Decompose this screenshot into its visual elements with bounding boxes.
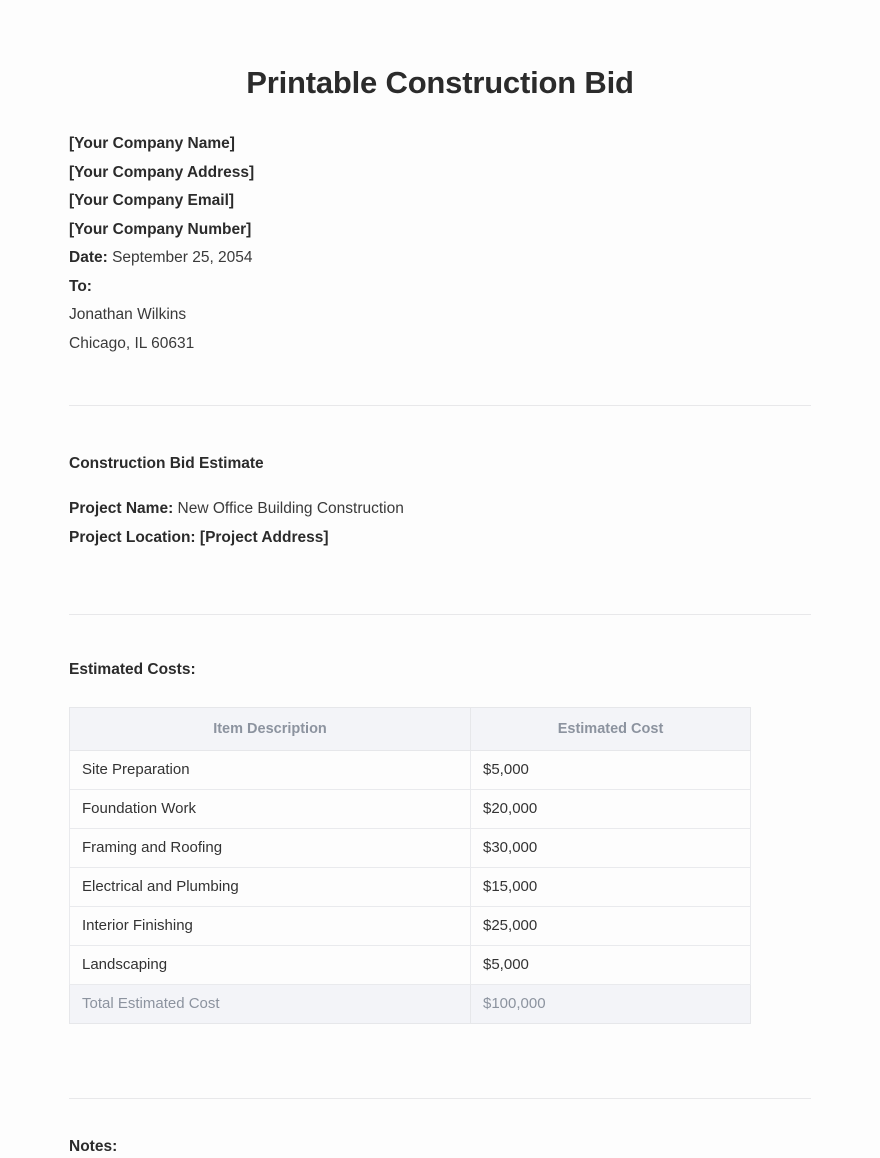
cell-estimated-cost: $30,000: [471, 829, 751, 868]
sender-company-name: [Your Company Name]: [69, 135, 235, 152]
column-header-item-description: Item Description: [70, 708, 471, 751]
section-divider-bottom: [69, 1098, 811, 1099]
cell-estimated-cost: $5,000: [471, 946, 751, 985]
estimate-section-heading: Construction Bid Estimate: [69, 455, 264, 472]
sender-company-email: [Your Company Email]: [69, 192, 235, 209]
date-line: [69, 244, 811, 273]
table-row: [70, 907, 751, 946]
cell-estimated-cost: $20,000: [471, 790, 751, 829]
cell-item-description: Electrical and Plumbing: [70, 868, 471, 907]
cell-item-description: Framing and Roofing: [70, 829, 471, 868]
cell-total-cost: $100,000: [471, 985, 751, 1024]
recipient-city-state-zip: Chicago, IL 60631: [69, 334, 195, 352]
project-name-line: [69, 494, 811, 523]
table-row: [70, 946, 751, 985]
costs-section-heading: Estimated Costs:: [69, 661, 196, 678]
recipient-to-label: To:: [69, 277, 92, 295]
cell-item-description: Interior Finishing: [70, 907, 471, 946]
cell-estimated-cost: $25,000: [471, 907, 751, 946]
cell-item-description: Landscaping: [70, 946, 471, 985]
table-row: [70, 868, 751, 907]
cell-total-label: Total Estimated Cost: [70, 985, 471, 1024]
cell-item-description: Foundation Work: [70, 790, 471, 829]
notes-section-heading: Notes:: [69, 1138, 118, 1155]
party-information-block: [69, 130, 811, 358]
recipient-name: Jonathan Wilkins: [69, 306, 187, 323]
cell-estimated-cost: $5,000: [471, 751, 751, 790]
project-name-value: New Office Building Construction: [177, 500, 404, 517]
sender-company-address: [Your Company Address]: [69, 163, 255, 181]
table-total-row: [70, 985, 751, 1024]
sender-company-number: [Your Company Number]: [69, 220, 252, 238]
page-title: Printable Construction Bid: [246, 65, 634, 100]
section-divider-top: [69, 405, 811, 406]
cell-item-description: Site Preparation: [70, 751, 471, 790]
project-details-block: [69, 494, 811, 552]
table-row: [70, 790, 751, 829]
table-row: [70, 829, 751, 868]
date-value: September 25, 2054: [112, 249, 253, 266]
section-divider-middle: [69, 614, 811, 615]
table-header-row: [70, 708, 751, 751]
cell-estimated-cost: $15,000: [471, 868, 751, 907]
project-location-line: Project Location: [Project Address]: [69, 529, 329, 546]
estimated-costs-table: [69, 707, 751, 1024]
table-row: [70, 751, 751, 790]
project-name-label: Project Name:: [69, 500, 174, 517]
date-label: Date:: [69, 249, 108, 266]
column-header-estimated-cost: Estimated Cost: [471, 708, 751, 751]
